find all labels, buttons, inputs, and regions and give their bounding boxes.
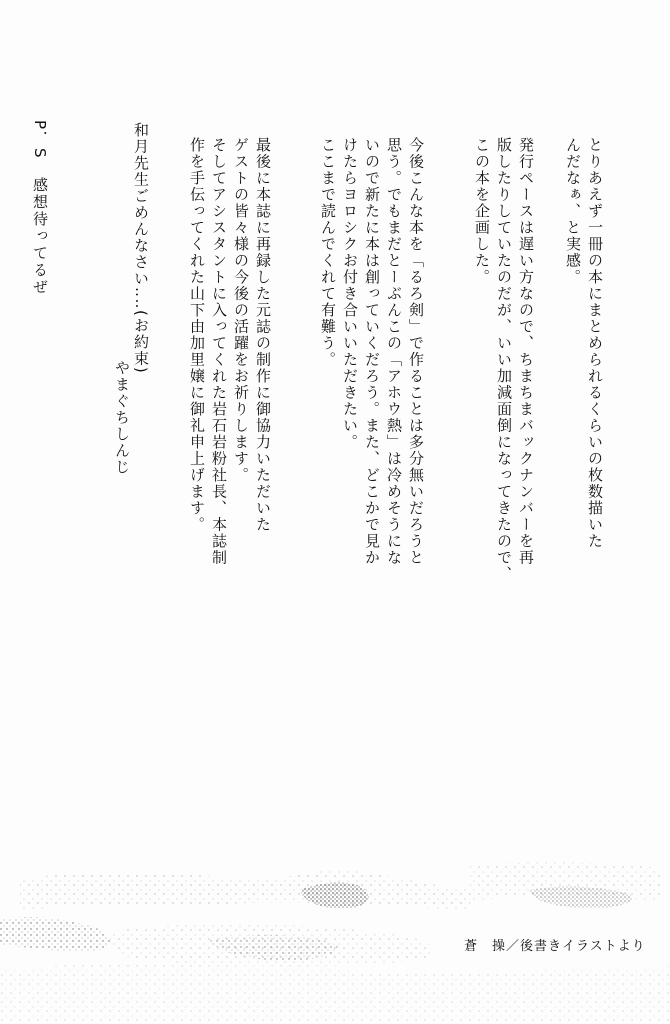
afterword-line: 今後こんな本を「るろ剣」で作ることは多分無いだろうと bbox=[407, 137, 425, 566]
ground-foreground bbox=[0, 964, 670, 1024]
author-signature: やまぐちしんじ bbox=[113, 360, 131, 476]
hill-far bbox=[20, 870, 470, 910]
illustration-credit: 蒼 操／後書きイラストより bbox=[464, 939, 646, 954]
afterword-line: この本を企画した。 bbox=[473, 137, 491, 286]
afterword-line: 和月先生ごめんなさい‥‥(お約束) bbox=[132, 122, 150, 375]
landscape-illustration bbox=[0, 820, 670, 1024]
afterword-line: そしてアシスタントに入ってくれた岩石岩粉社長、本誌制 bbox=[210, 137, 228, 566]
afterword-line: けたらヨロシクお付き合いいただきたい。 bbox=[341, 137, 359, 451]
afterword-line: いので新たに本は創っていくだろう。また、どこかで見か bbox=[363, 137, 381, 566]
postscript: P．S 感想待ってるぜ bbox=[31, 120, 49, 296]
afterword-line: んだなぁ、と実感。 bbox=[564, 137, 582, 286]
hill-left-dark bbox=[0, 917, 111, 951]
afterword-line: 思う。でもまだとーぶんこの「アホウ熱」は冷めそうにな bbox=[385, 137, 403, 566]
afterword-line: ここまで読んでくれて有難う。 bbox=[319, 137, 337, 368]
afterword-line: ゲストの皆々様の今後の活躍をお祈りします。 bbox=[232, 137, 250, 484]
afterword-line: とりあえず一冊の本にまとめられるくらいの枚数描いた bbox=[586, 137, 604, 550]
afterword-line: 作を手伝ってくれた山下由加里嬢に御礼申上げます。 bbox=[188, 137, 206, 533]
afterword-line: 発行ペースは遅い方なので、ちまちまバックナンバーを再 bbox=[517, 137, 535, 566]
afterword-line: 最後に本誌に再録した元誌の制作に御協力いただいた bbox=[254, 137, 272, 533]
afterword-line: 版したりしていたのだが、いい加減面倒になってきたので、 bbox=[495, 137, 513, 583]
